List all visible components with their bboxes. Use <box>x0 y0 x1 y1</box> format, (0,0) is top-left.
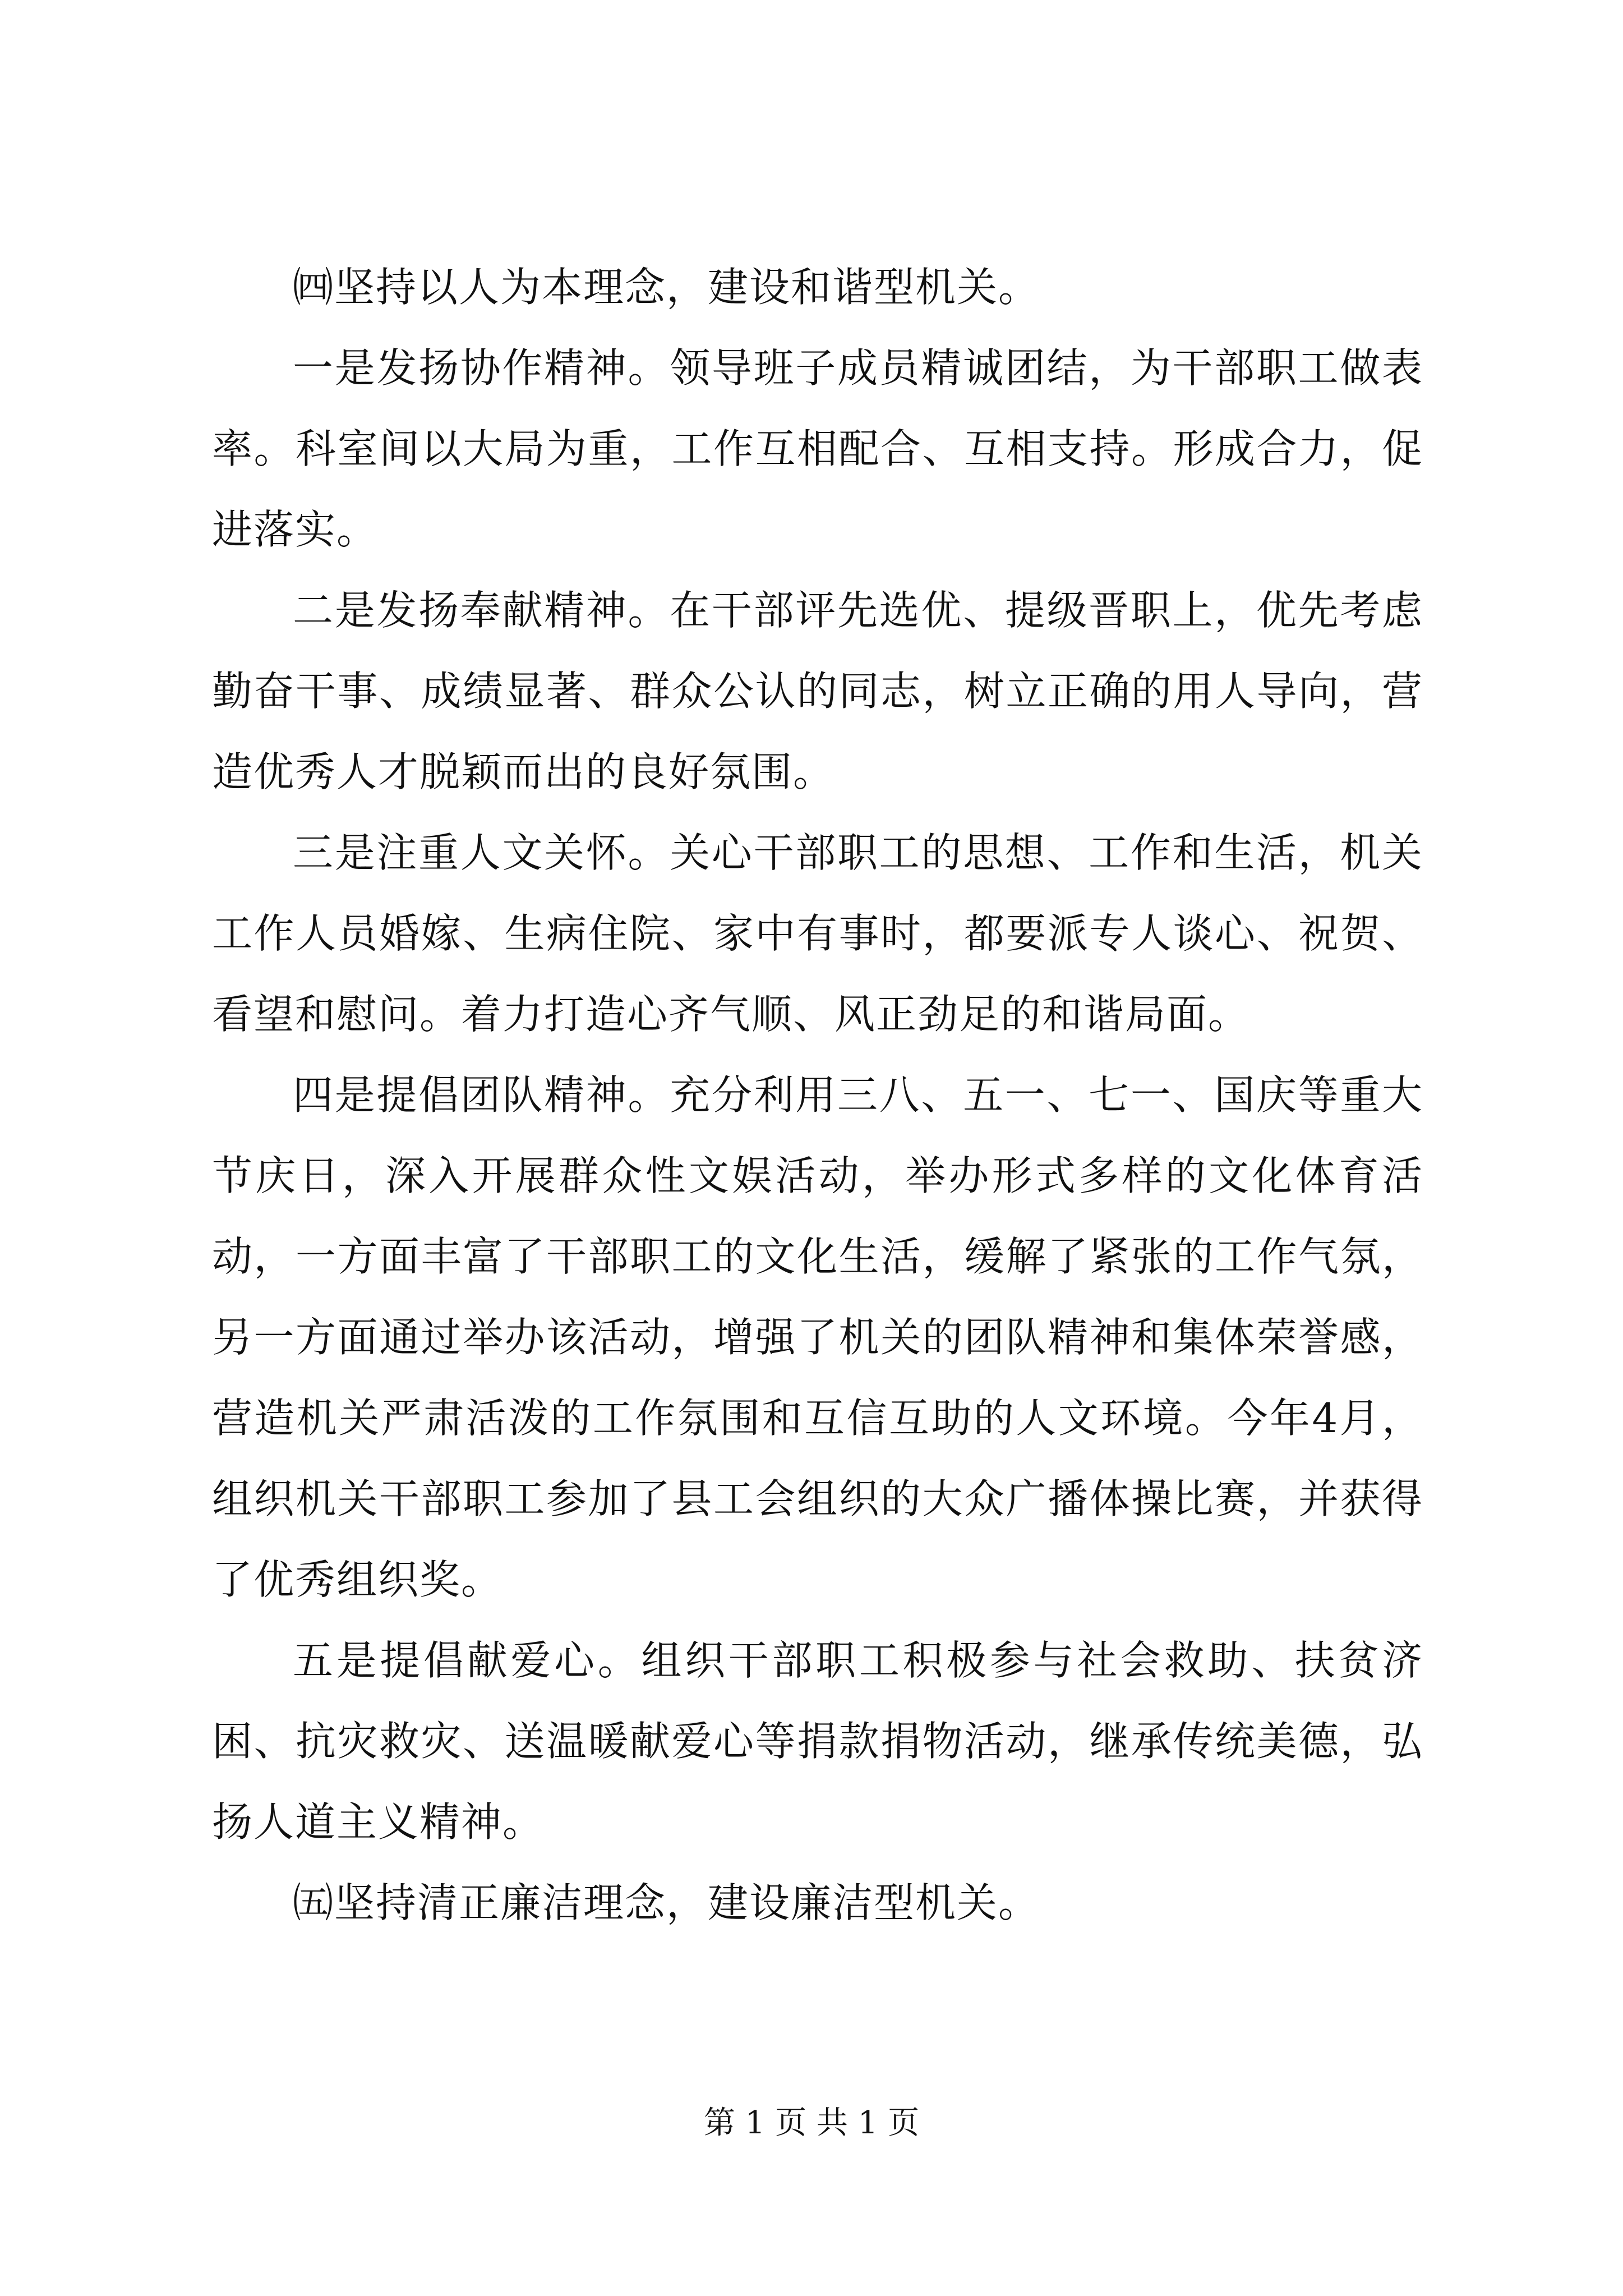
paragraph-humanistic-care: 三是注重人文关怀。关心干部职工的思想、工作和生活，机关工作人员婚嫁、生病住院、家中有事时，都要派专人谈心、祝贺、看望和慰问。着力打造心齐气顺、风正劲足的和谐局面。 <box>212 829 1423 1038</box>
page-footer: 第 1 页 共 1 页 <box>703 2105 920 2141</box>
document-body <box>212 247 1423 1943</box>
section-heading-5: ㈤坚持清正廉洁理念，建设廉洁型机关。 <box>293 1879 1040 1926</box>
paragraph-dedication: 二是发扬奉献精神。在干部评先选优、提级晋职上，优先考虑勤奋干事、成绩显著、群众公认的同志，树立正确的用人导向，营造优秀人才脱颖而出的良好氛围。 <box>212 587 1423 795</box>
paragraph-charity: 五是提倡献爱心。组织干部职工积极参与社会救助、扶贫济困、抗灾救灾、送温暖献爱心等捐款捐物活动，继承传统美德，弘扬人道主义精神。 <box>212 1637 1423 1846</box>
paragraph-team-spirit: 四是提倡团队精神。充分利用三八、五一、七一、国庆等重大节庆日，深入开展群众性文娱活动，举办形式多样的文化体育活动，一方面丰富了干部职工的文化生活，缓解了紧张的工作气氛，另一方面通过举办该活动，增强了机关的团队精神和集体荣誉感，营造机关严肃活泼的工作氛围和互信互助的人文环境。今年4月，组织机关干部职工参加了县工会组织的大众广播体操比赛，并获得了优秀组织奖。 <box>212 1071 1423 1603</box>
section-heading-4: ㈣坚持以人为本理念，建设和谐型机关。 <box>293 264 1040 311</box>
paragraph-cooperation: 一是发扬协作精神。领导班子成员精诚团结，为干部职工做表率。科室间以大局为重，工作互相配合、互相支持。形成合力，促进落实。 <box>212 344 1423 553</box>
